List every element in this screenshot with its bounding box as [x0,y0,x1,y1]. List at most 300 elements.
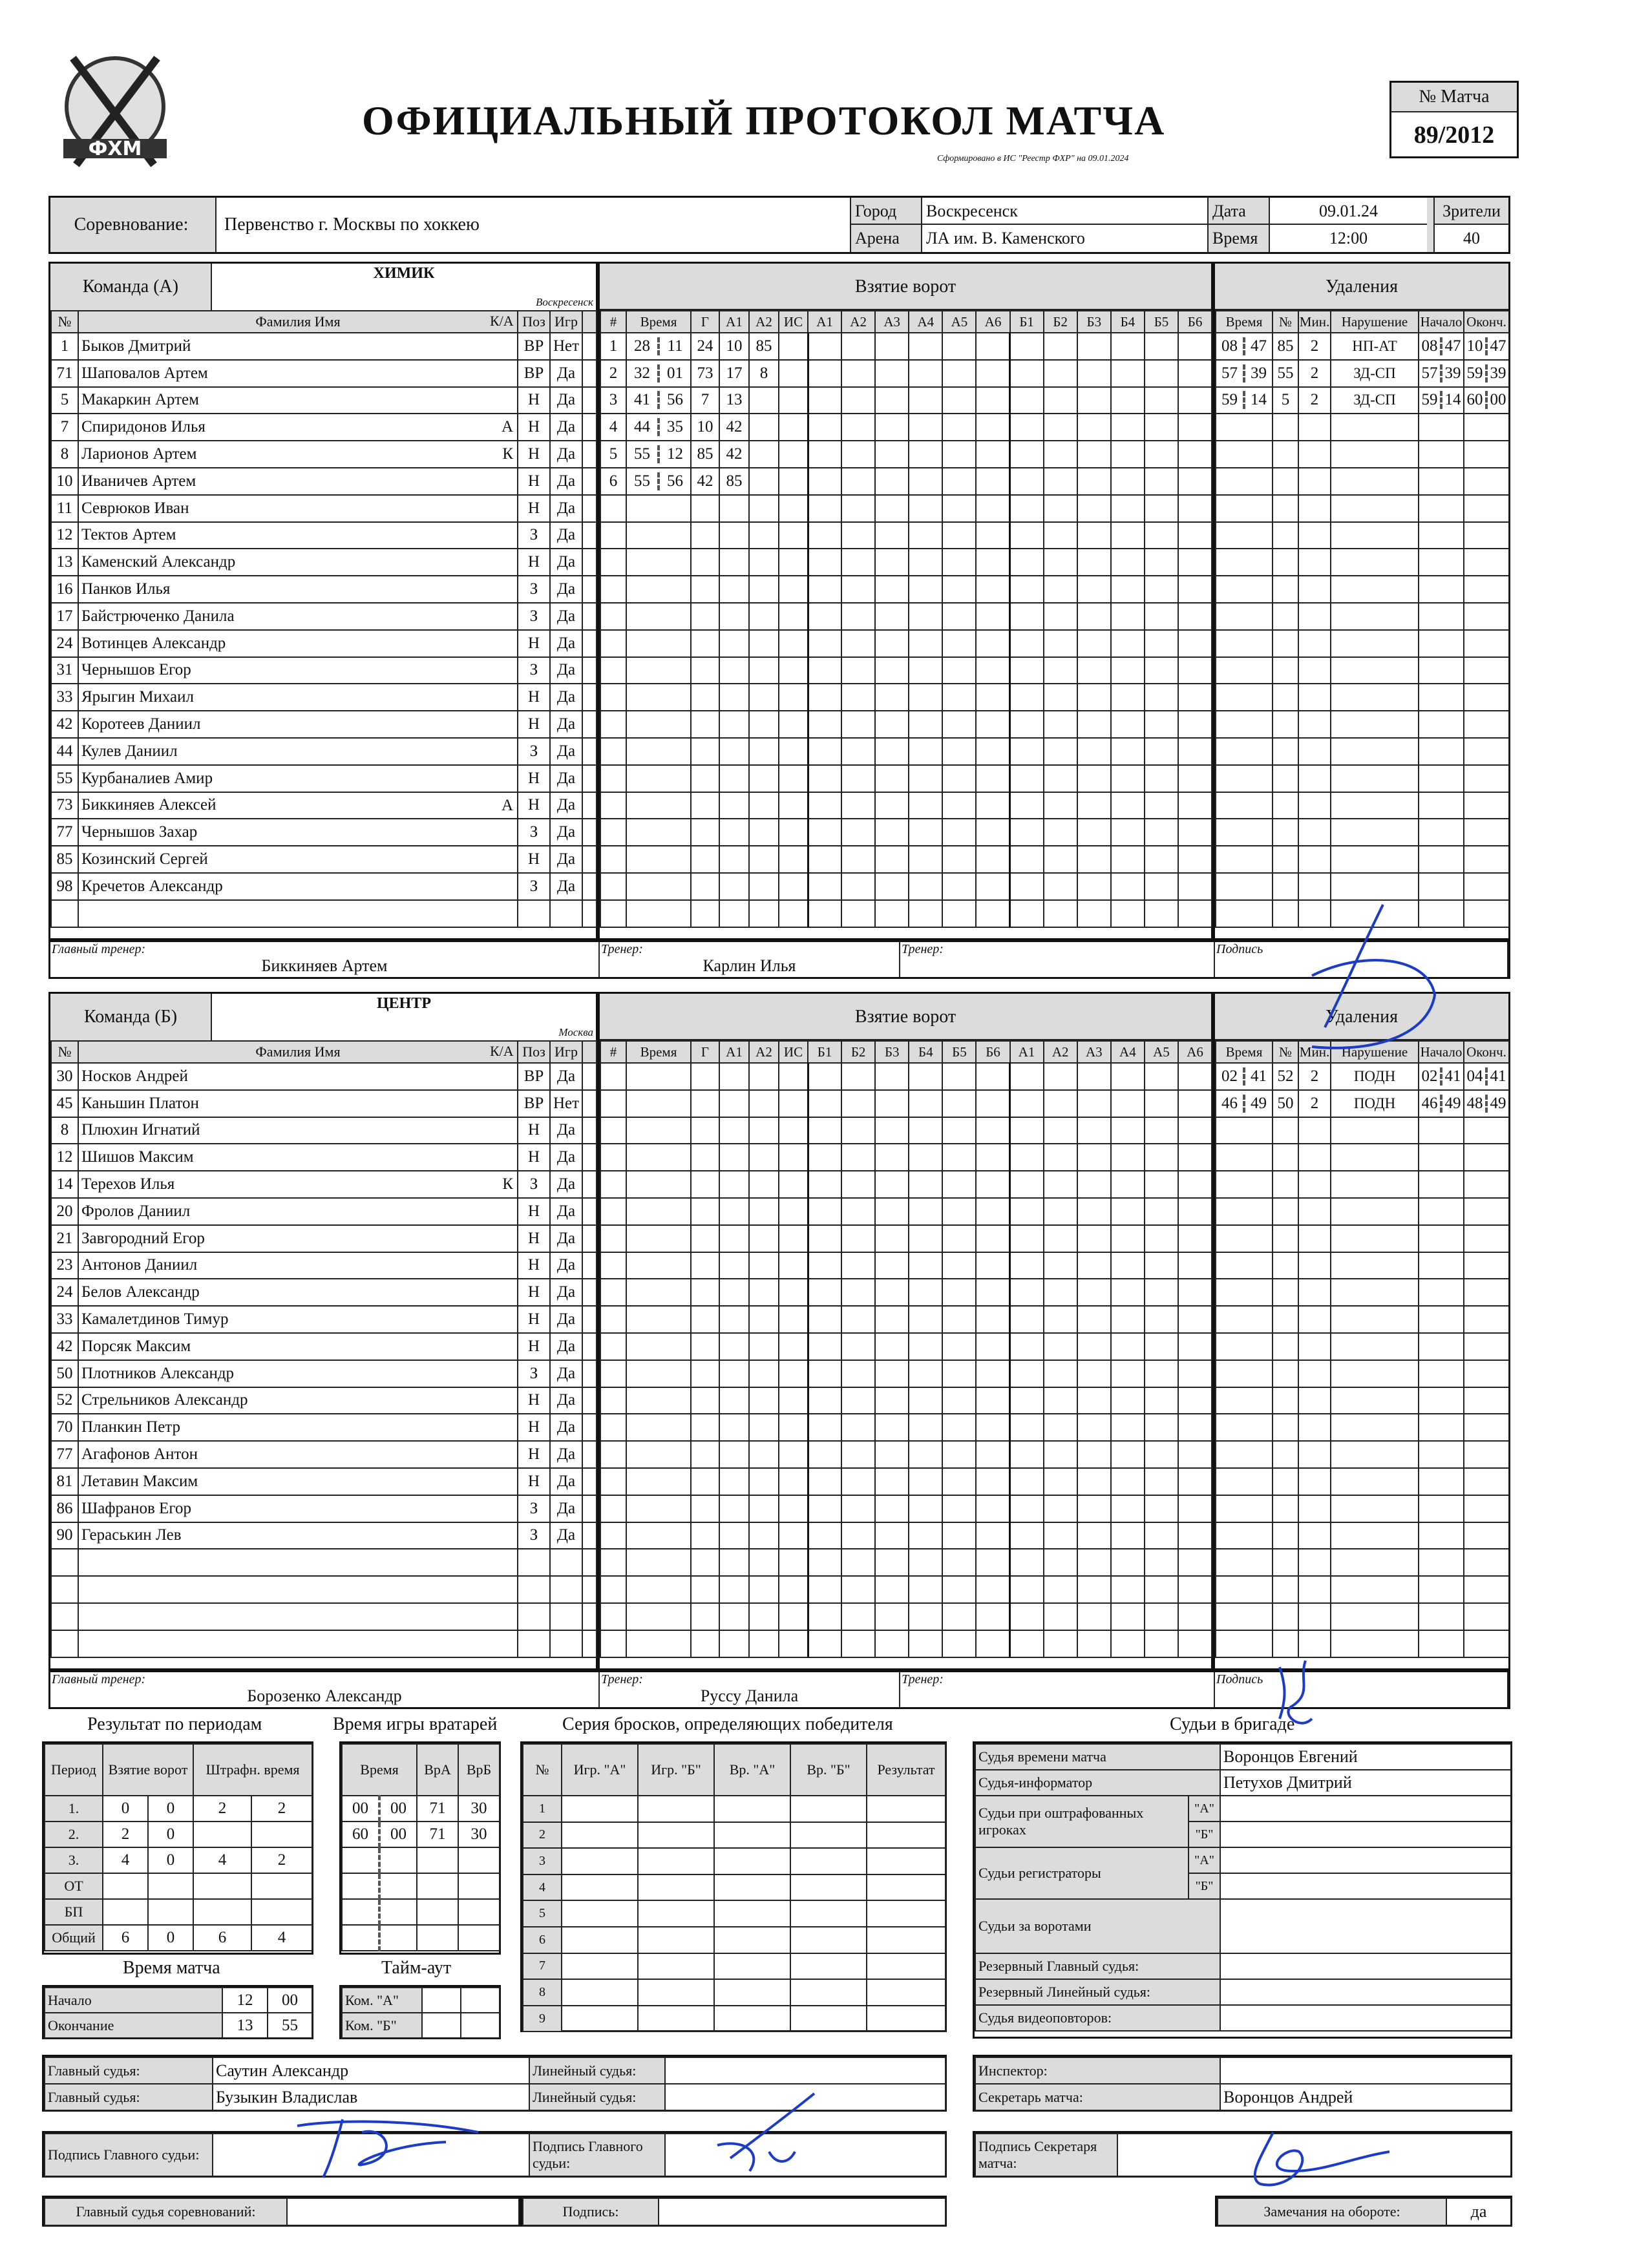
penalty-start-min: 46 [1419,1095,1442,1113]
goal-time [626,603,691,630]
on-ice-cell [1111,333,1145,360]
on-ice-cell [942,549,976,576]
penalty-time-sec: 47 [1251,337,1267,355]
goal-time [626,333,691,360]
shootout-cell [867,1979,945,2006]
goal-assist-1 [719,711,749,738]
player-no: 10 [51,468,78,495]
goal-time [626,846,691,873]
col-ka: К/А [490,1043,514,1059]
goal-situation [779,1387,808,1414]
goal-assist-2 [749,873,779,900]
goal-number [600,1414,626,1441]
on-ice-cell [1145,684,1178,711]
on-ice-cell [1145,792,1178,819]
goal-situation [779,792,808,819]
on-ice-cell [1111,1306,1145,1333]
goal-scorer [691,1441,719,1468]
table-row [51,738,597,765]
penalty-foul [1331,603,1419,630]
on-ice-cell [976,1549,1009,1576]
on-ice-cell [841,1468,875,1495]
goal-col: Г [691,311,719,333]
player-play: Да [550,576,582,603]
penalty-start [1419,1441,1464,1468]
spectators-label: Зрители [1433,198,1508,225]
player-name [78,603,518,630]
goalie-col-time: Время [342,1744,417,1796]
team-name: ХИМИК [373,265,435,282]
goal-situation [779,1603,808,1630]
penalty-player [1273,603,1298,630]
on-ice-cell [841,1225,875,1252]
goal-scorer [691,1225,719,1252]
penalty-end [1464,630,1509,657]
player-extra [582,1441,597,1468]
shootout-cell [562,1874,638,1901]
goal-time-min: 55 [627,445,660,463]
on-ice-cell [976,1117,1009,1144]
table-row [45,1925,312,1951]
player-extra [582,1144,597,1171]
team-a-roster-box [48,262,598,940]
penalty-start [1419,711,1464,738]
player-play: Да [550,1252,582,1279]
table-row [51,1387,597,1414]
goal-assist-2 [749,657,779,684]
goal-situation [779,1576,808,1603]
on-ice-cell [1044,1495,1077,1522]
penalty-player [1273,549,1298,576]
table-row [51,1252,597,1279]
page-title: ОФИЦИАЛЬНЫЙ ПРОТОКОЛ МАТЧА [362,98,1166,143]
shootout-cell [638,1848,714,1874]
on-ice-cell [909,900,942,927]
on-ice-cell [976,900,1009,927]
on-ice-cell [841,1495,875,1522]
player-name [78,1225,518,1252]
penalty-end [1464,873,1509,900]
on-ice-cell [909,1063,942,1090]
penalty-player [1273,414,1298,441]
penalty-time [1216,468,1273,495]
player-name [78,468,518,495]
player-no: 73 [51,792,78,819]
goals-title: Взятие ворот [600,264,1211,310]
on-ice-cell [976,1198,1009,1225]
goal-col: А2 [749,1041,779,1063]
goal-time [626,1387,691,1414]
table-row [51,1171,597,1198]
on-ice-cell [1010,1387,1044,1414]
shootout-cell [638,2006,714,2032]
on-ice-cell [808,630,841,657]
on-ice-cell [1010,630,1044,657]
table-row [600,603,1212,630]
on-ice-cell [841,387,875,414]
goal-scorer [691,873,719,900]
table-row [523,1953,945,1980]
remarks-box [1215,2196,1512,2227]
penalty-end [1464,603,1509,630]
penalty-foul [1331,1144,1419,1171]
goal-time-sec: 11 [667,337,683,355]
table-row [51,657,597,684]
on-ice-cell [909,846,942,873]
goal-situation [779,765,808,792]
on-ice-cell [1077,468,1111,495]
penalty-start [1419,1171,1464,1198]
on-ice-cell [1111,1333,1145,1360]
shootout-cell [790,1979,867,2006]
goal-assist-1 [719,900,749,927]
on-ice-cell [1077,1603,1111,1630]
goal-assist-1 [719,1576,749,1603]
signature-cell [1215,1672,1508,1707]
player-extra [582,1495,597,1522]
table-row [342,1796,500,1822]
on-ice-cell [875,1468,909,1495]
penalty-foul [1331,1576,1419,1603]
table-row [1216,1441,1509,1468]
goalie-b [458,1847,500,1873]
goal-assist-1 [719,873,749,900]
on-ice-cell [1178,1063,1212,1090]
goal-time-sec: 56 [667,391,683,409]
on-ice-cell [909,1630,942,1657]
player-extra [582,387,597,414]
penalty-end [1464,765,1509,792]
on-ice-cell [1044,522,1077,549]
player-play: Да [550,738,582,765]
on-ice-cell [1145,1495,1178,1522]
on-ice-cell [1044,684,1077,711]
on-ice-cell [976,1360,1009,1387]
player-pos [518,1549,550,1576]
on-ice-cell [976,819,1009,846]
player-extra [582,1603,597,1630]
goal-assist-1 [719,657,749,684]
goal-assist-2 [749,1576,779,1603]
on-ice-cell [875,1063,909,1090]
player-no: 85 [51,846,78,873]
on-ice-cell [1044,333,1077,360]
player-no: 33 [51,1306,78,1333]
goal-col: А4 [909,311,942,333]
on-ice-cell [875,360,909,387]
player-no: 11 [51,495,78,522]
penalty-player [1273,1171,1298,1198]
player-extra [582,1225,597,1252]
goal-time [626,387,691,414]
goal-time [626,1198,691,1225]
goal-number [600,522,626,549]
penalty-foul [1331,1252,1419,1279]
goal-col: Б6 [1178,311,1212,333]
goal-time [626,765,691,792]
penalty-start [1419,684,1464,711]
player-no: 31 [51,657,78,684]
penalty-time [1216,1198,1273,1225]
team-a-section [48,262,1510,979]
table-row [600,1549,1212,1576]
player-no: 30 [51,1063,78,1090]
penalty-foul: ЗД-СП [1331,387,1419,414]
table-row [1216,1468,1509,1495]
penalty-col: № [1273,311,1298,333]
on-ice-cell [942,1360,976,1387]
goal-col: А1 [1010,1041,1044,1063]
goal-assist-2 [749,1333,779,1360]
on-ice-cell [976,1387,1009,1414]
penalty-player [1273,1252,1298,1279]
goal-situation [779,603,808,630]
on-ice-cell [1111,1387,1145,1414]
timeout-a-label: Ком. "А" [342,1988,422,2013]
penalty-minutes [1298,1333,1331,1360]
shootout-cell [562,1900,638,1927]
on-ice-cell [1044,1414,1077,1441]
on-ice-cell [909,603,942,630]
on-ice-cell [1145,333,1178,360]
goal-col: А1 [719,311,749,333]
table-row [600,792,1212,819]
on-ice-cell [1111,1549,1145,1576]
player-no: 70 [51,1414,78,1441]
player-pos: Н [518,1225,550,1252]
player-name [78,1522,518,1549]
on-ice-cell [1010,873,1044,900]
on-ice-cell [1178,1090,1212,1117]
shootout-cell [790,1796,867,1822]
on-ice-cell [1178,1387,1212,1414]
on-ice-cell [875,1603,909,1630]
penalty-foul [1331,1468,1419,1495]
on-ice-cell [976,333,1009,360]
on-ice-cell [942,1468,976,1495]
goal-col: А5 [942,311,976,333]
penalty-player [1273,1306,1298,1333]
col-extra [582,1041,597,1063]
on-ice-cell [976,846,1009,873]
on-ice-cell [1077,1144,1111,1171]
shootout-cell [790,1822,867,1849]
table-row [600,468,1212,495]
goal-time [626,1468,691,1495]
on-ice-cell [1178,495,1212,522]
goalie-time-title: Время игры вратарей [333,1714,498,1734]
period-pen-b: 2 [251,1796,312,1822]
coach-2-cell [900,1672,1215,1707]
goal-assist-1 [719,1144,749,1171]
on-ice-cell [1111,1117,1145,1144]
on-ice-cell [875,846,909,873]
period-label: 1. [45,1796,103,1822]
penalty-end [1464,1252,1509,1279]
on-ice-cell [1111,414,1145,441]
on-ice-cell [942,1198,976,1225]
penalty-minutes [1298,765,1331,792]
shootout-cell [867,1927,945,1953]
penalty-time-min: 59 [1216,391,1245,409]
on-ice-cell [942,1522,976,1549]
on-ice-cell [875,1495,909,1522]
on-ice-cell [1077,1306,1111,1333]
goal-scorer [691,603,719,630]
date-label: Дата [1207,198,1269,225]
goal-assist-2 [749,1225,779,1252]
sign-head-label-1: Подпись Главного судьи: [45,2134,213,2176]
player-name [78,441,518,468]
shootout-cell [867,1796,945,1822]
goal-col: Б2 [841,1041,875,1063]
on-ice-cell [942,1549,976,1576]
player-name-text: Фролов Даниил [81,1202,191,1220]
signature-team-a [1286,892,1454,1060]
table-row [51,630,597,657]
on-ice-cell [1145,495,1178,522]
goal-time-sec: 01 [667,364,683,382]
player-extra [582,522,597,549]
penalty-col: Начало [1419,311,1464,333]
on-ice-cell [808,873,841,900]
shootout-cell [562,2006,638,2032]
on-ice-cell [1111,1603,1145,1630]
on-ice-cell [942,873,976,900]
timeout-box [339,1985,501,2039]
player-no: 7 [51,414,78,441]
penalty-time [1216,657,1273,684]
player-name [78,711,518,738]
player-play: Да [550,1306,582,1333]
table-row [523,1796,945,1822]
table-row [51,387,597,414]
goal-assist-2 [749,738,779,765]
period-pen-a: 4 [193,1847,251,1873]
penalty-minutes [1298,738,1331,765]
penalty-time-sec: 49 [1251,1094,1267,1112]
goal-number [600,549,626,576]
on-ice-cell [909,1441,942,1468]
player-play: Да [550,1117,582,1144]
player-name-text: Козинский Сергей [81,850,208,868]
on-ice-cell [1145,738,1178,765]
player-play: Да [550,441,582,468]
team-a-penalties-box [1213,262,1510,940]
goal-assist-2 [749,1387,779,1414]
player-play: Да [550,630,582,657]
on-ice-cell [841,1306,875,1333]
goal-scorer [691,1549,719,1576]
penalty-foul [1331,657,1419,684]
table-row [1216,1063,1509,1090]
penalty-start-sec: 41 [1444,1067,1461,1085]
table-row [1216,1117,1509,1144]
penalty-minutes [1298,1387,1331,1414]
ref-goal-judges-label: Судьи за воротами [975,1899,1220,1953]
player-name-text: Терехов Илья [81,1175,175,1193]
goal-col: А2 [841,311,875,333]
player-extra [582,1576,597,1603]
table-row [51,522,597,549]
penalty-time [1216,1117,1273,1144]
on-ice-cell [909,1414,942,1441]
shootout-cell [562,1979,638,2006]
player-name [78,1063,518,1090]
signature-head-ref-2 [704,2087,834,2184]
table-row [1216,765,1509,792]
head-ref-label-1: Главный судья: [45,2057,213,2084]
goal-col: А3 [1077,1041,1111,1063]
goal-assist-2 [749,549,779,576]
on-ice-cell [1145,387,1178,414]
penalty-player [1273,1360,1298,1387]
penalty-foul [1331,711,1419,738]
on-ice-cell [1145,468,1178,495]
shootout-col: Вр. "А" [714,1744,790,1796]
on-ice-cell [909,738,942,765]
on-ice-cell [808,1630,841,1657]
on-ice-cell [1044,1630,1077,1657]
goal-situation [779,1549,808,1576]
penalty-end-sec: 39 [1490,364,1506,382]
on-ice-cell [1044,414,1077,441]
table-row [523,2006,945,2032]
goal-assist-1 [719,576,749,603]
sign-table [522,2198,946,2226]
penalty-end [1464,333,1509,360]
goal-number [600,1630,626,1657]
on-ice-cell [1145,1171,1178,1198]
on-ice-cell [1077,765,1111,792]
on-ice-cell [909,630,942,657]
on-ice-cell [1145,1063,1178,1090]
on-ice-cell [1178,1117,1212,1144]
on-ice-cell [909,1306,942,1333]
on-ice-cell [976,414,1009,441]
period-goals-a [103,1899,148,1925]
match-start-h: 12 [222,1988,268,2013]
shootout-cell [562,1848,638,1874]
on-ice-cell [1010,1630,1044,1657]
team-b-roster-box [48,992,598,1670]
penalty-start-sec: 47 [1444,337,1461,355]
on-ice-cell [1010,1495,1044,1522]
player-pos: Н [518,1306,550,1333]
on-ice-cell [1010,846,1044,873]
player-extra [582,468,597,495]
penalty-start [1419,738,1464,765]
player-pos: З [518,522,550,549]
coach-2-label: Тренер: [902,942,944,956]
on-ice-cell [1077,846,1111,873]
table-row [51,1549,597,1576]
penalty-time-sec: 39 [1251,364,1267,382]
on-ice-cell [1010,468,1044,495]
team-a-header [50,264,596,311]
goal-assist-1: 85 [719,468,749,495]
table-row [1216,1225,1509,1252]
on-ice-cell [875,1090,909,1117]
goal-assist-2 [749,1468,779,1495]
goal-assist-1 [719,819,749,846]
table-row [51,603,597,630]
on-ice-cell [1044,1198,1077,1225]
table-row [51,495,597,522]
referees-title: Судьи в бригаде [1170,1714,1295,1734]
info-row [48,196,1510,254]
penalty-start [1419,603,1464,630]
